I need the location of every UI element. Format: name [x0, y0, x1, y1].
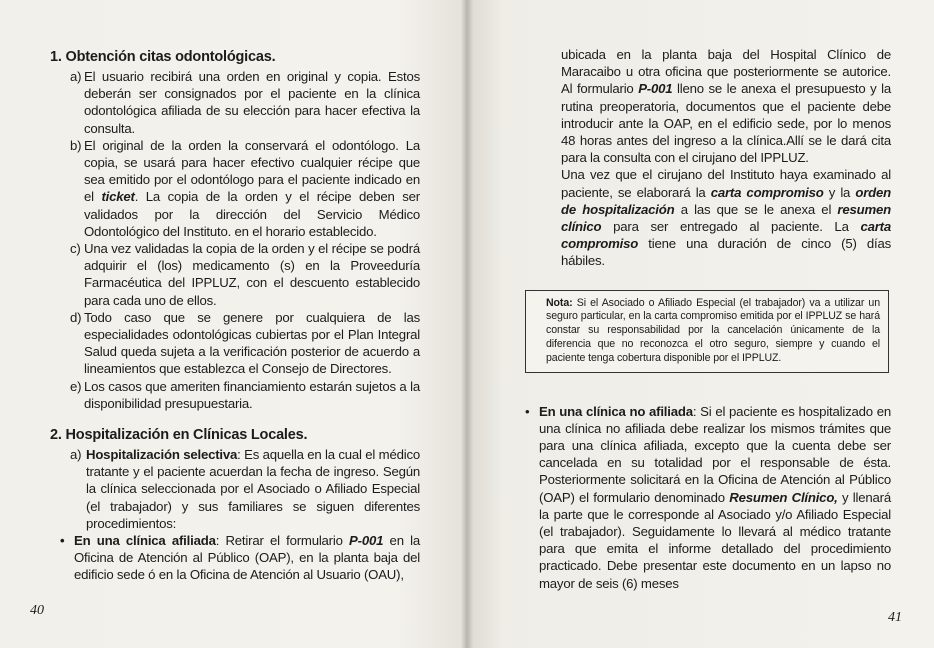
emphasis-carta-compromiso: carta compromiso	[561, 219, 891, 252]
right-page	[466, 0, 934, 648]
list-text: El original de la orden la conservará el odontólogo. La copia, se usará para hacer efectivo cualquier récipe que sea emitido por el odontólogo para el paciente indicado en el	[84, 137, 420, 205]
left-page-content	[50, 48, 420, 584]
note-label: Nota:	[546, 296, 573, 309]
list-item-d	[50, 309, 420, 378]
section-heading-hospitalizacion: 2. Hospitalización en Clínicas Locales.	[50, 427, 308, 444]
list-text: : Es aquella en la cual el médico tratante y el paciente acuerdan la fecha de ingreso. Según la clínica seleccionada por el Asociado o Afiliado Especial (el trabajador) y sus familiares se siguen diferentes procedimientos:	[86, 447, 420, 531]
bullet-clinica-afiliada	[50, 532, 420, 584]
emphasis-resumen-clinico: Resumen Clínico,	[729, 489, 838, 505]
list-label: b)	[70, 137, 82, 153]
bullet-title: En una clínica afiliada	[74, 533, 216, 549]
list-label: a)	[70, 69, 82, 84]
paragraph-text: ubicada en la planta baja del Hospital Clínico de Maracaibo u otra oficina que posteriormente se autorice. Al formulario	[561, 47, 891, 97]
list-item-e	[50, 378, 420, 412]
paragraph-text: lleno se le anexa el presupuesto y la rutina preoperatoria, documentos que el paciente debe introducir ante la OAP, en el edificio sede, por lo menos 48 horas antes del ingreso a la clínica.Allí se le dará cita para la consulta con el cirujano del IPPLUZ.	[561, 81, 891, 166]
paragraph-text: a las que se le anexa el	[674, 201, 838, 217]
left-page	[0, 0, 466, 648]
note-box	[525, 290, 889, 373]
bullet-text: : Si el paciente es hospitalizado en una clínica no afiliada debe realizar los mismos trámites que para una clínica afiliada, excepto que la cuenta debe ser cancelada en su totalidad por el responsable de ésta. Posteriormente solicitará en la Oficina de Atención al Público (OAP) el formulario denominado	[539, 403, 892, 505]
paragraph-text: Una vez que el cirujano del Instituto haya examinado al paciente, se elaborará la	[561, 167, 891, 200]
form-code-emphasis: P-001	[349, 533, 384, 549]
paragraph-text: y la	[823, 184, 856, 200]
book-gutter	[460, 0, 474, 648]
bullet-title: En una clínica no afiliada	[539, 403, 693, 419]
page-number-right: 41	[888, 610, 902, 625]
list-item-hospitalizacion-selectiva	[50, 446, 420, 532]
ticket-emphasis: ticket	[101, 189, 135, 205]
list-label: e)	[70, 378, 82, 394]
emphasis-orden-hospitalizacion: orden de hospitalización	[561, 184, 891, 217]
paragraph-continuation	[561, 46, 891, 166]
page-number-left: 40	[30, 603, 44, 618]
list-item-c	[50, 240, 420, 309]
bullet-text: en la Oficina de Atención al Público (OAP), en la planta baja del edificio sede ó en la Oficina de Atención al Usuario (OAU),	[74, 533, 420, 583]
list-text: . La copia de la orden y el récipe deben ser validados por la dirección del Servicio Médico Odontológico del Instituto. en el horario establecido.	[84, 189, 420, 239]
emphasis-carta-compromiso: carta compromiso	[710, 184, 824, 200]
right-page-content	[525, 46, 892, 592]
section-heading-citas: 1. Obtención citas odontológicas.	[50, 49, 276, 65]
list-text: Una vez validadas la copia de la orden y el récipe se podrá adquirir el (los) medicamento (s) en la Proveeduría Farmacéutica del IPPLUZ, con el descuento establecido para cada uno de ellos.	[84, 241, 420, 308]
bullet-clinica-no-afiliada	[525, 403, 891, 592]
list-item-b	[50, 137, 420, 240]
paragraph-carta-compromiso	[561, 166, 891, 269]
list-label: c)	[70, 241, 81, 257]
form-code-emphasis: P-001	[638, 81, 673, 97]
list-item-a	[50, 68, 420, 137]
subheading-selectiva: Hospitalización selectiva	[86, 447, 238, 463]
list-text: Todo caso que se genere por cualquiera de las especialidades odontológicas cubiertas por el Plan Integral Salud queda sujeta a la verificación posterior de acuerdo a lineamientos que establezca el Consejo de Directores.	[84, 309, 420, 377]
bullet-text: y llenará la parte que le corresponde al Asociado y/o Afiliado Especial (el trabajador). Seguidamente lo llevará al médico tratante para que emita el informe detallado del procedimiento practicado. Debe presentar este documento en un lapso no mayor de seis (6) meses	[539, 489, 891, 591]
paragraph-text: para ser entregado al paciente. La	[601, 219, 861, 235]
list-label: d)	[70, 309, 82, 325]
list-text: Los casos que ameriten financiamiento estarán sujetos a la disponibilidad presupuestaria.	[84, 378, 420, 411]
bullet-text: : Retirar el formulario	[215, 533, 350, 549]
note-text: Si el Asociado o Afiliado Especial (el trabajador) va a utilizar un seguro particular, en la carta compromiso emitida por el IPPLUZ se hará constar su responsabilidad por la cancelación únicamente de la diferencia que no reconozca el otro seguro, siempre y cuando el paciente tenga cobertura disponible por el IPPLUZ.	[546, 296, 880, 364]
list-label: a)	[70, 447, 82, 463]
list-text: El usuario recibirá una orden en original y copia. Estos deberán ser consignados por el paciente en la clínica odontológica afiliada de su elección para hacer efectiva la consulta.	[84, 69, 420, 136]
paragraph-text: tiene una duración de cinco (5) días hábiles.	[561, 236, 891, 269]
emphasis-resumen-clinico: resumen clínico	[561, 201, 891, 235]
bullet-icon: •	[525, 403, 530, 419]
bullet-icon: •	[60, 533, 65, 549]
